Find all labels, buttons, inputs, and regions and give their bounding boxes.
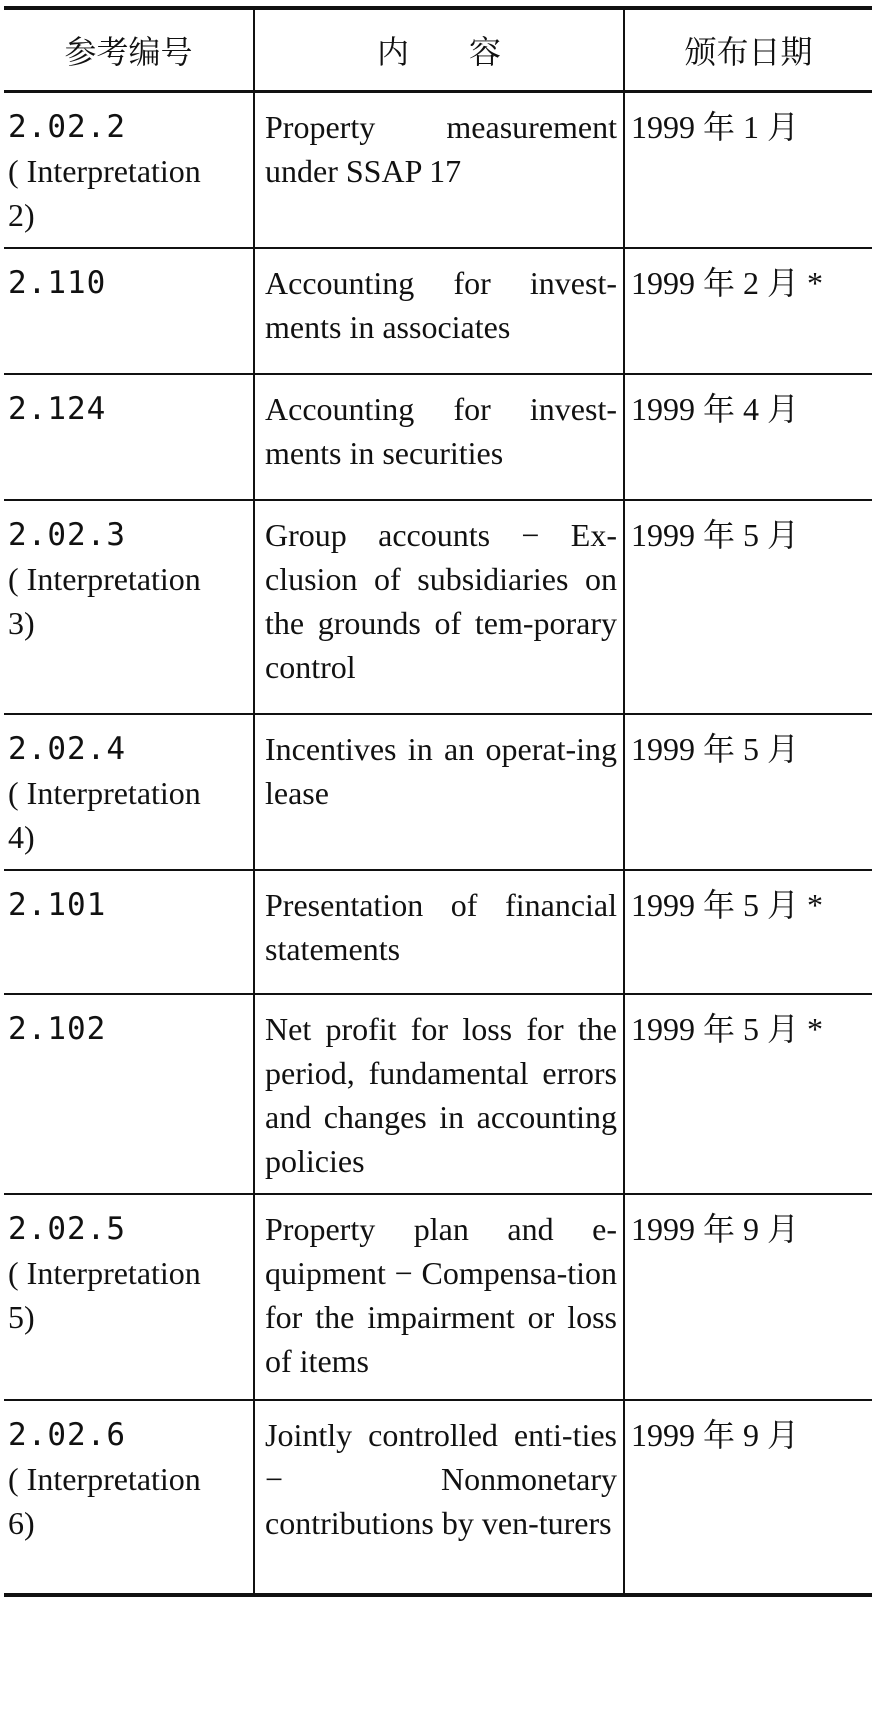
ref-interpretation: ( Interpretation (8, 153, 201, 189)
ref-number: 2.02.5 (8, 1211, 126, 1247)
standards-table (4, 6, 872, 1597)
ref-number: 2.02.6 (8, 1417, 126, 1453)
table-row (4, 1194, 872, 1400)
ref-number: 2.02.2 (8, 109, 126, 145)
table-row (4, 994, 872, 1194)
ref-cell (4, 248, 254, 374)
ref-interpretation: ( Interpretation (8, 1461, 201, 1497)
ref-number: 2.02.4 (8, 731, 126, 767)
ref-number: 2.101 (8, 887, 107, 923)
ref-cell (4, 1400, 254, 1595)
header-ref: 参考编号 (4, 8, 254, 92)
date-cell: 1999 年 5 月 (624, 500, 872, 714)
content-cell: Net profit for loss for the period, fundamental errors and changes in accounting policies (254, 994, 624, 1194)
ref-number: 2.124 (8, 391, 107, 427)
content-cell: Accounting for invest-ments in securities (254, 374, 624, 500)
table-row (4, 870, 872, 994)
ref-interpretation-number: 3) (8, 605, 35, 641)
ref-interpretation: ( Interpretation (8, 561, 201, 597)
ref-number: 2.102 (8, 1011, 107, 1047)
header-content: 内容 (254, 8, 624, 92)
ref-cell (4, 714, 254, 870)
table-row (4, 500, 872, 714)
date-cell: 1999 年 5 月 (624, 714, 872, 870)
table-row (4, 92, 872, 249)
date-cell: 1999 年 5 月 * (624, 994, 872, 1194)
ref-cell (4, 500, 254, 714)
date-cell: 1999 年 1 月 (624, 92, 872, 249)
ref-interpretation-number: 2) (8, 197, 35, 233)
ref-number: 2.02.3 (8, 517, 126, 553)
table-row (4, 374, 872, 500)
ref-number: 2.110 (8, 265, 107, 301)
date-cell: 1999 年 4 月 (624, 374, 872, 500)
content-cell: Presentation of financial statements (254, 870, 624, 994)
table-row (4, 714, 872, 870)
content-cell: Accounting for invest-ments in associates (254, 248, 624, 374)
ref-interpretation-number: 6) (8, 1505, 35, 1541)
date-cell: 1999 年 5 月 * (624, 870, 872, 994)
ref-cell (4, 92, 254, 249)
content-cell: Jointly controlled enti-ties − Nonmonetary contributions by ven-turers (254, 1400, 624, 1595)
content-cell: Group accounts − Ex-clusion of subsidiaries on the grounds of tem-porary control (254, 500, 624, 714)
date-cell: 1999 年 9 月 (624, 1194, 872, 1400)
ref-interpretation-number: 4) (8, 819, 35, 855)
ref-cell (4, 1194, 254, 1400)
ref-cell (4, 870, 254, 994)
date-cell: 1999 年 9 月 (624, 1400, 872, 1595)
content-cell: Property plan and e-quipment − Compensa-tion for the impairment or loss of items (254, 1194, 624, 1400)
ref-interpretation: ( Interpretation (8, 775, 201, 811)
date-cell: 1999 年 2 月 * (624, 248, 872, 374)
ref-cell (4, 374, 254, 500)
ref-cell (4, 994, 254, 1194)
header-date: 颁布日期 (624, 8, 872, 92)
table-header-row (4, 8, 872, 92)
table-row (4, 1400, 872, 1595)
table-row (4, 248, 872, 374)
content-cell: Incentives in an operat-ing lease (254, 714, 624, 870)
content-cell: Property measurement under SSAP 17 (254, 92, 624, 249)
ref-interpretation: ( Interpretation (8, 1255, 201, 1291)
ref-interpretation-number: 5) (8, 1299, 35, 1335)
